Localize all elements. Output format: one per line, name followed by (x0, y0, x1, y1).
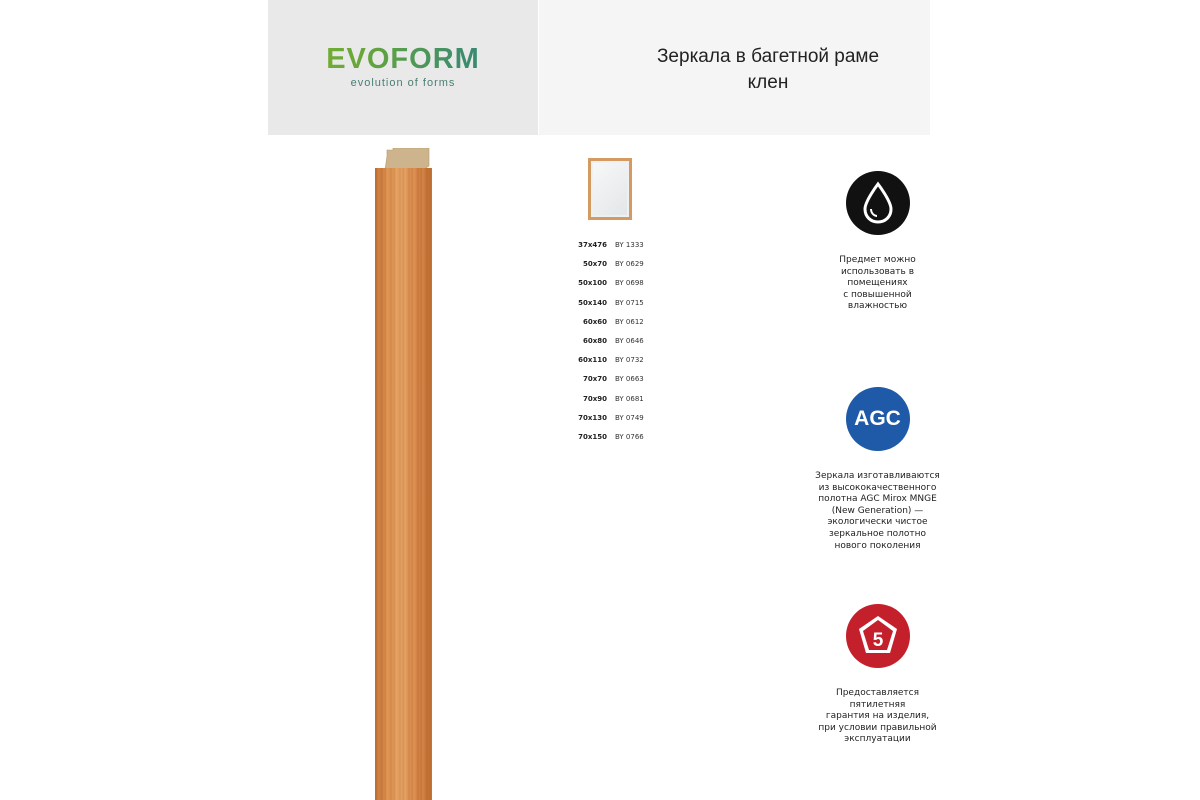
feature-warranty (810, 604, 945, 746)
caption-line: нового поколения (834, 540, 921, 551)
size-row (560, 354, 670, 373)
size-dimensions: 37х476 (578, 241, 607, 249)
size-list (560, 239, 670, 450)
size-row (560, 335, 670, 354)
size-dimensions: 70х130 (578, 413, 607, 422)
size-row (560, 316, 670, 335)
size-article-code: BY 0646 (615, 336, 644, 345)
caption-line: использовать в (840, 266, 915, 277)
caption-line: Зеркала изготавливаются (815, 471, 940, 481)
size-article-code: BY 0612 (615, 317, 644, 326)
size-article-code: BY 0629 (615, 260, 644, 269)
header-title-panel (539, 0, 930, 135)
caption-line: эксплуатации (844, 734, 911, 745)
size-row (560, 258, 670, 277)
caption-line: влажностью (847, 301, 908, 312)
size-dimensions: 50х70 (583, 260, 607, 269)
logo-wordmark: EVOFORM (268, 44, 538, 74)
caption-line: при условии правильной (818, 722, 937, 733)
caption-line: с повышенной (843, 289, 912, 300)
size-row (560, 297, 670, 316)
caption-line: пятилетняя (849, 699, 906, 710)
size-dimensions: 70х150 (578, 432, 607, 441)
caption-line: зеркальное полотно (828, 528, 927, 539)
feature-agc-caption (810, 471, 945, 552)
logo (268, 44, 538, 89)
size-row (560, 393, 670, 412)
size-article-code: BY 0663 (615, 375, 644, 384)
agc-badge-text: AGC (854, 407, 901, 430)
size-article-code: BY 0715 (615, 298, 644, 307)
feature-moisture-caption (810, 255, 945, 313)
caption-line: Предмет можно (839, 255, 916, 265)
feature-warranty-caption (810, 688, 945, 746)
size-row (560, 239, 670, 258)
page-title-line2: клен (747, 72, 789, 93)
size-article-code: BY 0732 (615, 356, 644, 365)
agc-logo-icon (846, 387, 910, 451)
water-drop-icon (846, 171, 910, 235)
caption-line: Предоставляется (835, 688, 920, 698)
size-article-code: BY 0766 (615, 432, 644, 441)
feature-agc (810, 387, 945, 552)
caption-line: экологически чистое (827, 517, 928, 528)
size-article-code: BY 0749 (615, 413, 644, 422)
caption-line: (New Generation) — (831, 505, 924, 516)
size-dimensions: 70х70 (583, 375, 607, 384)
header-logo-panel (268, 0, 538, 135)
size-row (560, 277, 670, 296)
caption-line: помещениях (847, 278, 908, 289)
caption-line: полотна AGC Mirox MNGE (818, 494, 937, 505)
logo-tagline: evolution of forms (350, 77, 456, 89)
feature-moisture (810, 171, 945, 313)
size-row (560, 431, 670, 450)
mirror-thumbnail (588, 158, 632, 220)
size-dimensions: 60х60 (583, 317, 607, 326)
size-dimensions: 50х140 (578, 298, 607, 307)
size-dimensions: 50х100 (578, 279, 607, 288)
size-article-code: BY 0681 (615, 394, 644, 403)
size-dimensions: 60х110 (578, 356, 607, 365)
page-title-line1: Зеркала в багетной раме (656, 46, 880, 67)
size-article-code: BY 1333 (615, 241, 644, 249)
size-dimensions: 70х90 (583, 394, 607, 403)
warranty-5-icon (846, 604, 910, 668)
size-row (560, 373, 670, 392)
size-row (560, 412, 670, 431)
caption-line: из высококачественного (818, 482, 937, 493)
frame-profile-image (375, 168, 432, 800)
page-title (618, 44, 918, 96)
warranty-badge-text: 5 (872, 630, 883, 651)
size-dimensions: 60х80 (583, 336, 607, 345)
caption-line: гарантия на изделия, (825, 711, 930, 722)
size-article-code: BY 0698 (615, 279, 644, 288)
